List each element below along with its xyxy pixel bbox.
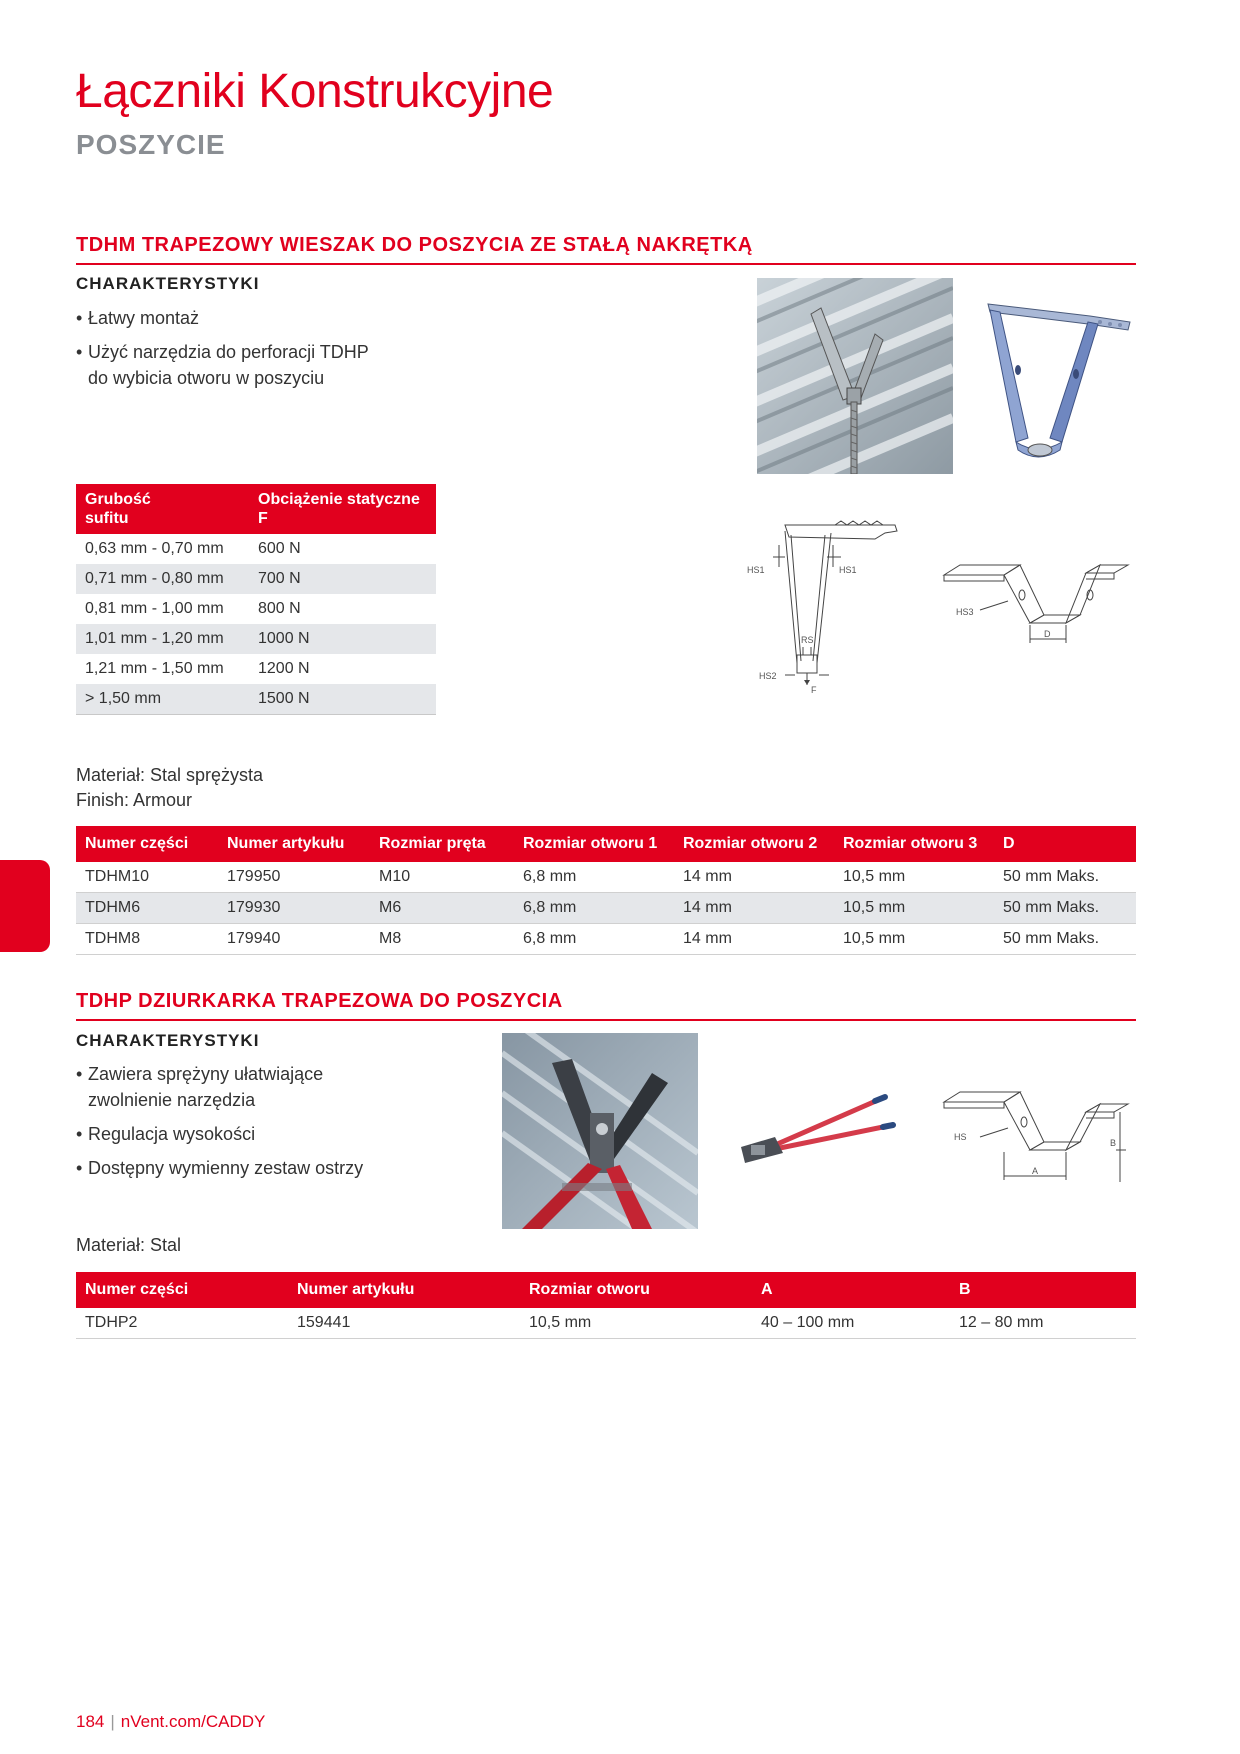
- table-cell: 14 mm: [674, 893, 834, 924]
- table-row: [76, 564, 436, 594]
- page-number: 184: [76, 1712, 105, 1731]
- dim-label-hs2: HS2: [759, 671, 777, 681]
- tdhm-side-diagram: [745, 515, 905, 715]
- table-row: [76, 1308, 1136, 1339]
- dim-label-rs: RS: [801, 635, 814, 645]
- table-cell: TDHM6: [76, 893, 218, 924]
- table-row: [76, 684, 436, 715]
- footer-site-link[interactable]: nVent.com/CADDY: [120, 1712, 266, 1731]
- table-cell: > 1,50 mm: [76, 684, 249, 715]
- footer-separator: |: [110, 1712, 115, 1731]
- tdhm-feature-item: • Użyć narzędzia do perforacji TDHP do wybicia otworu w poszyciu: [76, 339, 476, 391]
- table-cell: 6,8 mm: [514, 924, 674, 955]
- table-cell: TDHM10: [76, 862, 218, 893]
- table-cell: 159441: [288, 1308, 520, 1339]
- table-cell: 50 mm Maks.: [994, 862, 1136, 893]
- parts-table-header: B: [950, 1272, 1136, 1308]
- table-row: [76, 893, 1136, 924]
- tdhm-feature-item: • Łatwy montaż: [76, 305, 476, 331]
- tdhm-material: Materiał: Stal sprężysta: [76, 765, 264, 785]
- table-row: [76, 624, 436, 654]
- tdhp-section-heading: TDHP DZIURKARKA TRAPEZOWA DO POSZYCIA: [76, 990, 1136, 1021]
- table-cell: 50 mm Maks.: [994, 893, 1136, 924]
- table-cell: 40 – 100 mm: [752, 1308, 950, 1339]
- page-footer: [76, 1712, 265, 1732]
- table-cell: 179930: [218, 893, 370, 924]
- parts-table-header: A: [752, 1272, 950, 1308]
- table-cell: M6: [370, 893, 514, 924]
- tdhp-in-use-photo: [502, 1033, 698, 1229]
- table-cell: 800 N: [258, 600, 301, 617]
- parts-table-header: Rozmiar otworu: [520, 1272, 752, 1308]
- table-cell: 14 mm: [674, 924, 834, 955]
- table-cell: 6,8 mm: [514, 862, 674, 893]
- tdhp-material: Materiał: Stal: [76, 1235, 182, 1255]
- table-cell: 1,01 mm - 1,20 mm: [76, 624, 249, 654]
- table-cell: 10,5 mm: [834, 924, 994, 955]
- tdhm-features-heading: CHARAKTERYSTYKI: [76, 274, 260, 293]
- tdhp-features-heading: CHARAKTERYSTYKI: [76, 1031, 260, 1050]
- tdhp-feature-item: • Zawiera sprężyny ułatwiające zwolnienie narzędzia: [76, 1061, 476, 1113]
- parts-table-header: Rozmiar otworu 2: [674, 826, 834, 862]
- tdhm-installed-photo: [757, 278, 953, 474]
- table-cell: 6,8 mm: [514, 893, 674, 924]
- table-cell: TDHM8: [76, 924, 218, 955]
- dim-label-d: D: [1044, 629, 1051, 639]
- dim-label-hs1: HS1: [747, 565, 765, 575]
- tdhm-product-photo: [960, 278, 1150, 474]
- dim-label-b: B: [1110, 1138, 1117, 1148]
- load-table-header: Grubość sufitu: [76, 484, 249, 534]
- parts-table-header: Rozmiar otworu 1: [514, 826, 674, 862]
- table-row: [76, 924, 1136, 955]
- dim-label-hs1: HS1: [839, 565, 857, 575]
- tdhm-finish: Finish: Armour: [76, 790, 193, 810]
- table-cell: 1000 N: [249, 624, 436, 654]
- tdhm-parts-table: [76, 826, 1136, 955]
- tdhp-product-photo: [735, 1085, 905, 1185]
- parts-table-header: Numer części: [76, 1272, 288, 1308]
- tdhp-feature-item: • Regulacja wysokości: [76, 1121, 476, 1147]
- table-cell: 50 mm Maks.: [994, 924, 1136, 955]
- parts-table-header: Numer artykułu: [288, 1272, 520, 1308]
- table-cell: M8: [370, 924, 514, 955]
- table-row: [76, 534, 436, 564]
- dim-label-hs: HS: [954, 1132, 967, 1142]
- table-row: [76, 594, 436, 624]
- table-cell: 10,5 mm: [520, 1308, 752, 1339]
- table-cell: 179940: [218, 924, 370, 955]
- tdhm-section-heading: TDHM TRAPEZOWY WIESZAK DO POSZYCIA ZE STAŁĄ NAKRĘTKĄ: [76, 234, 1136, 265]
- table-cell: 0,71 mm - 0,80 mm: [76, 564, 249, 594]
- table-cell: 0,63 mm - 0,70 mm: [85, 540, 224, 557]
- table-cell: 600 N: [258, 540, 301, 557]
- parts-table-header: Rozmiar pręta: [370, 826, 514, 862]
- table-cell: 0,81 mm - 1,00 mm: [85, 600, 224, 617]
- parts-table-header: Numer artykułu: [218, 826, 370, 862]
- tdhp-feature-item: • Dostępny wymienny zestaw ostrzy: [76, 1155, 476, 1181]
- dim-label-f: F: [811, 685, 817, 695]
- table-row: [76, 654, 436, 684]
- table-cell: TDHP2: [76, 1308, 288, 1339]
- parts-table-header: Numer części: [76, 826, 218, 862]
- table-cell: 1,21 mm - 1,50 mm: [85, 660, 224, 677]
- section-side-tab: [0, 860, 50, 952]
- table-row: [76, 862, 1136, 893]
- table-cell: 179950: [218, 862, 370, 893]
- table-cell: 1200 N: [258, 660, 310, 677]
- tdhm-perspective-diagram: [940, 555, 1130, 665]
- table-cell: 10,5 mm: [834, 862, 994, 893]
- dim-label-hs3: HS3: [956, 607, 974, 617]
- table-cell: 1500 N: [249, 684, 436, 715]
- table-cell: 10,5 mm: [834, 893, 994, 924]
- table-cell: 14 mm: [674, 862, 834, 893]
- page-subtitle: POSZYCIE: [76, 129, 226, 160]
- table-cell: 12 – 80 mm: [950, 1308, 1136, 1339]
- page-title: Łączniki Konstrukcyjne: [76, 65, 554, 118]
- dim-label-a: A: [1032, 1166, 1039, 1176]
- tdhp-features-list: [76, 1061, 476, 1189]
- parts-table-header: Rozmiar otworu 3: [834, 826, 994, 862]
- table-cell: 700 N: [249, 564, 436, 594]
- parts-table-header: D: [994, 826, 1136, 862]
- tdhp-parts-table: [76, 1272, 1136, 1339]
- tdhm-features-list: [76, 305, 476, 399]
- tdhm-load-table: [76, 484, 436, 715]
- table-cell: M10: [370, 862, 514, 893]
- load-table-header: Obciążenie statyczne F: [249, 484, 436, 534]
- tdhp-diagram: [940, 1082, 1130, 1192]
